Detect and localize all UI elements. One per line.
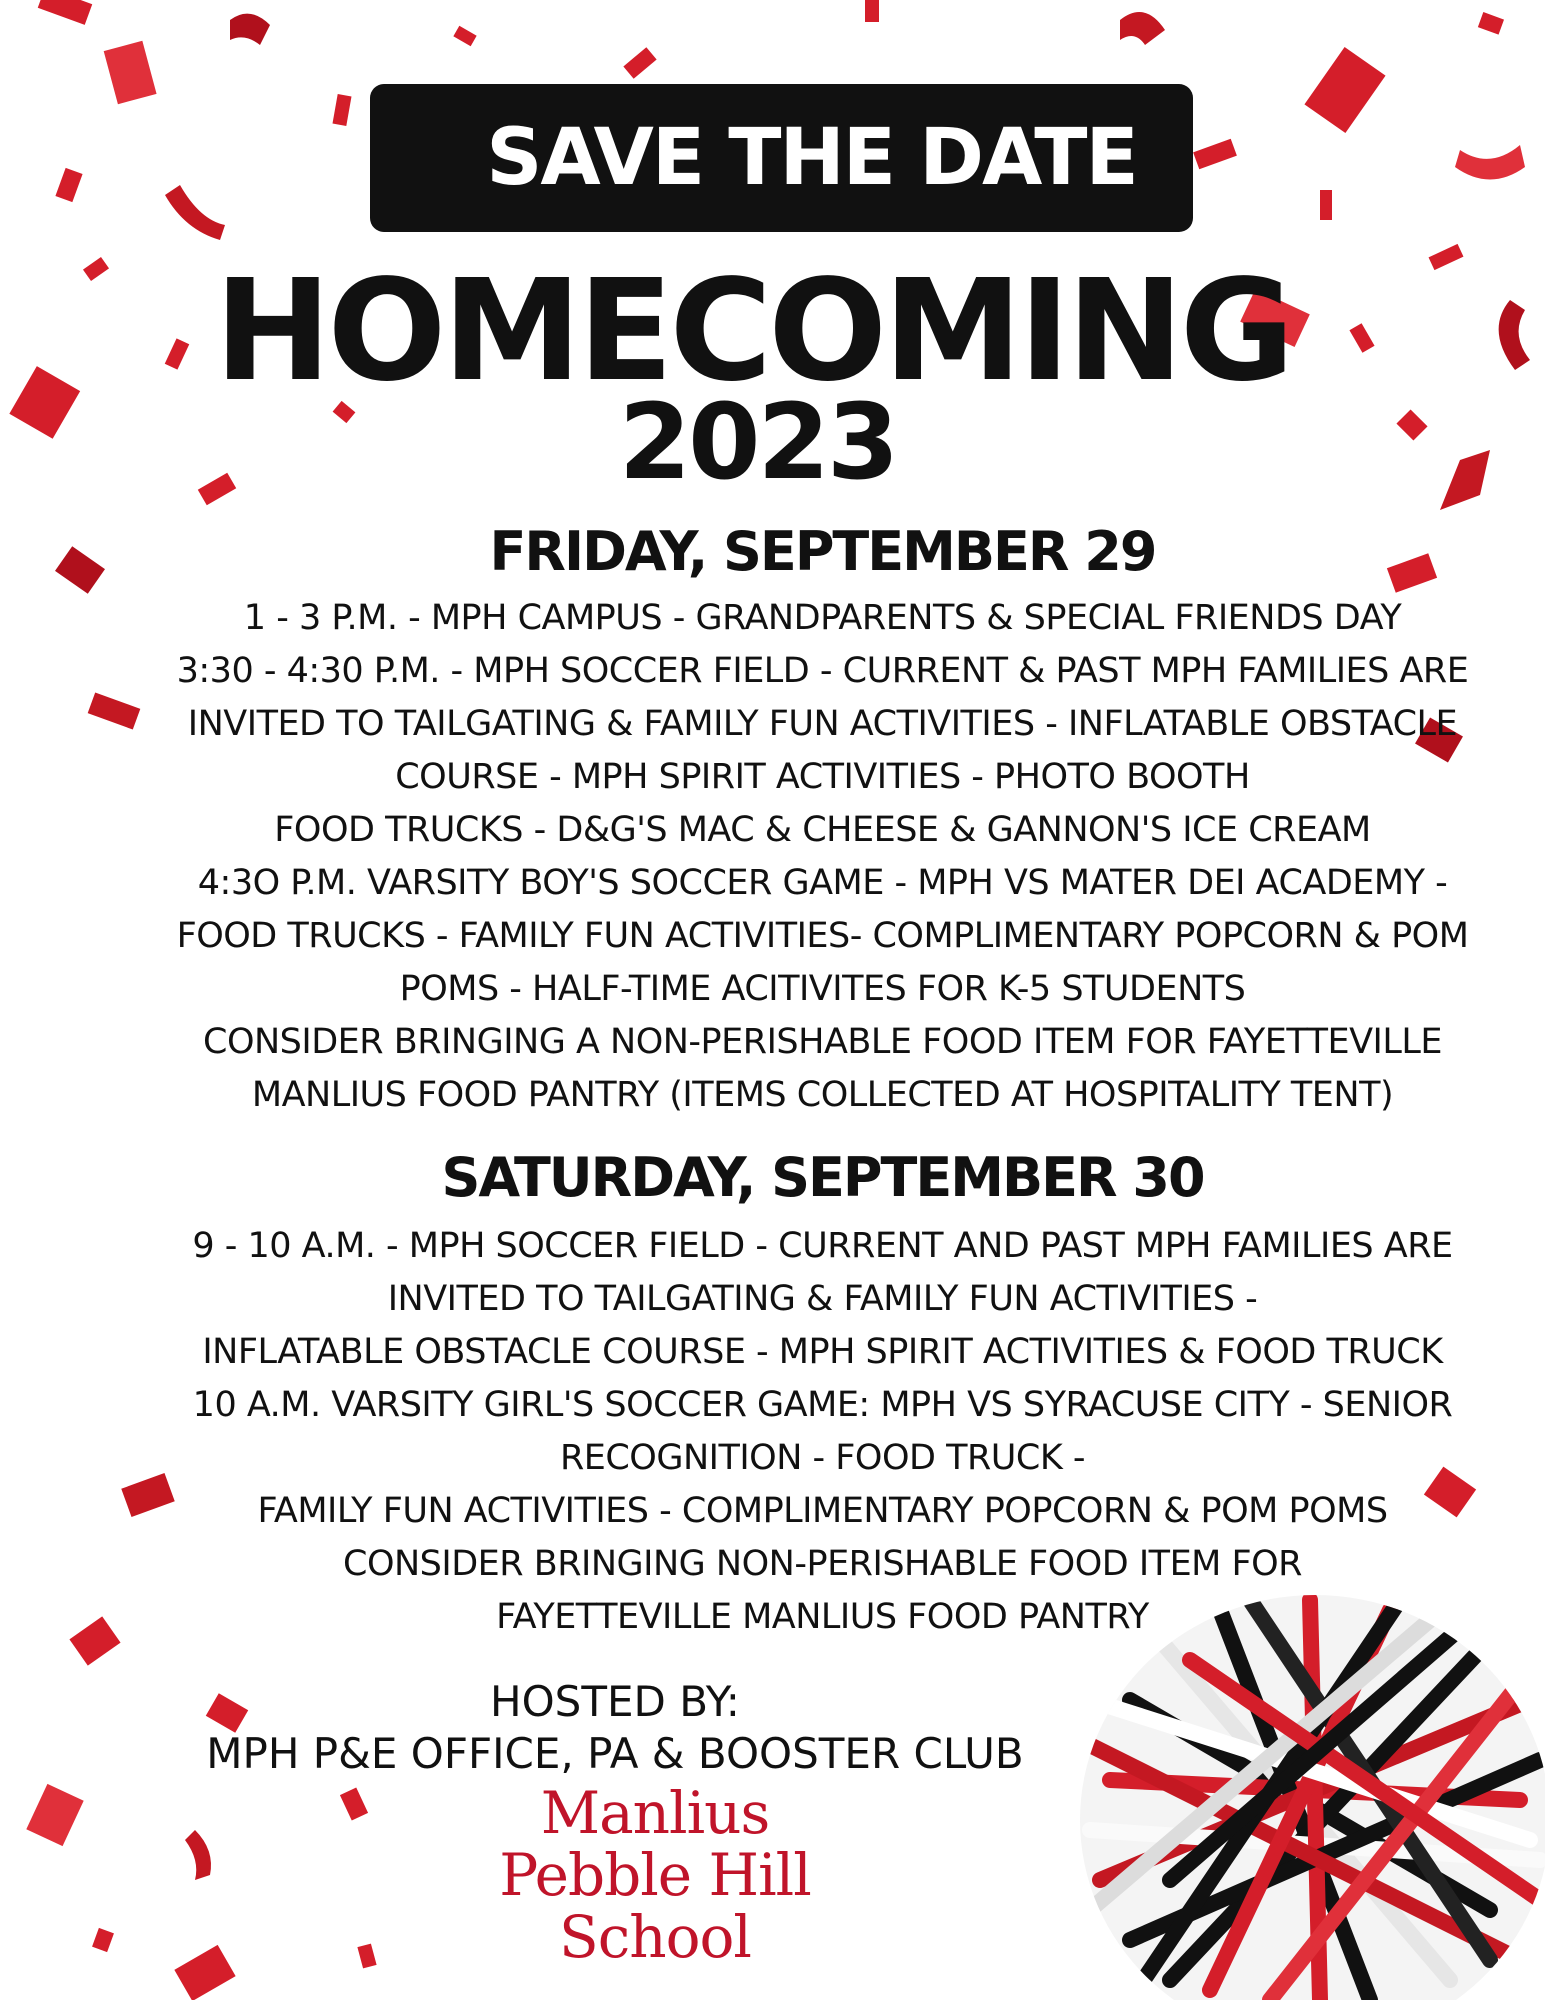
saturday-line: FAYETTEVILLE MANLIUS FOOD PANTRY (496, 1597, 1149, 1637)
friday-line: MANLIUS FOOD PANTRY (ITEMS COLLECTED AT HOSPITALITY TENT) (251, 1075, 1394, 1115)
friday-line: 4:3O P.M. VARSITY BOY'S SOCCER GAME - MPH VS MATER DEI ACADEMY - (197, 863, 1448, 903)
saturday-line: FAMILY FUN ACTIVITIES - COMPLIMENTARY POPCORN & POM POMS (257, 1491, 1388, 1531)
friday-line: FOOD TRUCKS - FAMILY FUN ACTIVITIES- COMPLIMENTARY POPCORN & POM (176, 916, 1469, 956)
logo-line: Pebble Hill (499, 1841, 811, 1909)
saturday-heading: SATURDAY, SEPTEMBER 30 (441, 1146, 1204, 1209)
saturday-schedule (110, 1220, 1535, 1644)
friday-line: POMS - HALF-TIME ACITIVITES FOR K-5 STUDENTS (399, 969, 1246, 1009)
friday-line: 3:30 - 4:30 P.M. - MPH SOCCER FIELD - CURRENT & PAST MPH FAMILIES ARE (176, 651, 1469, 691)
saturday-line: 10 A.M. VARSITY GIRL'S SOCCER GAME: MPH VS SYRACUSE CITY - SENIOR (192, 1385, 1453, 1425)
logo-line: Manlius (540, 1779, 770, 1847)
saturday-line: RECOGNITION - FOOD TRUCK - (559, 1438, 1086, 1478)
event-year: 2023 (618, 381, 897, 503)
friday-line: CONSIDER BRINGING A NON-PERISHABLE FOOD ITEM FOR FAYETTEVILLE (203, 1022, 1442, 1062)
hosts-list: MPH P&E OFFICE, PA & BOOSTER CLUB (206, 1729, 1024, 1778)
friday-line: 1 - 3 P.M. - MPH CAMPUS - GRANDPARENTS & SPECIAL FRIENDS DAY (243, 598, 1402, 638)
saturday-line: 9 - 10 A.M. - MPH SOCCER FIELD - CURRENT AND PAST MPH FAMILIES ARE (192, 1226, 1453, 1266)
event-title: HOMECOMING (214, 250, 1291, 413)
friday-heading: FRIDAY, SEPTEMBER 29 (489, 520, 1156, 583)
friday-schedule (110, 592, 1535, 1122)
saturday-line: INFLATABLE OBSTACLE COURSE - MPH SPIRIT ACTIVITIES & FOOD TRUCK (202, 1332, 1443, 1372)
friday-line: INVITED TO TAILGATING & FAMILY FUN ACTIVITIES - INFLATABLE OBSTACLE (187, 704, 1458, 744)
save-the-date-label: SAVE THE DATE (486, 113, 1137, 203)
friday-line: COURSE - MPH SPIRIT ACTIVITIES - PHOTO BOOTH (395, 757, 1250, 797)
hosted-by-label: HOSTED BY: (490, 1677, 740, 1726)
school-logo (460, 1779, 850, 1971)
friday-line: FOOD TRUCKS - D&G'S MAC & CHEESE & GANNON'S ICE CREAM (274, 810, 1371, 850)
saturday-line: INVITED TO TAILGATING & FAMILY FUN ACTIVITIES - (387, 1279, 1258, 1319)
saturday-line: CONSIDER BRINGING NON-PERISHABLE FOOD ITEM FOR (343, 1544, 1302, 1584)
save-the-date-banner (370, 84, 1193, 232)
hosted-by-section (195, 1676, 1035, 1780)
logo-line: School (559, 1903, 751, 1971)
